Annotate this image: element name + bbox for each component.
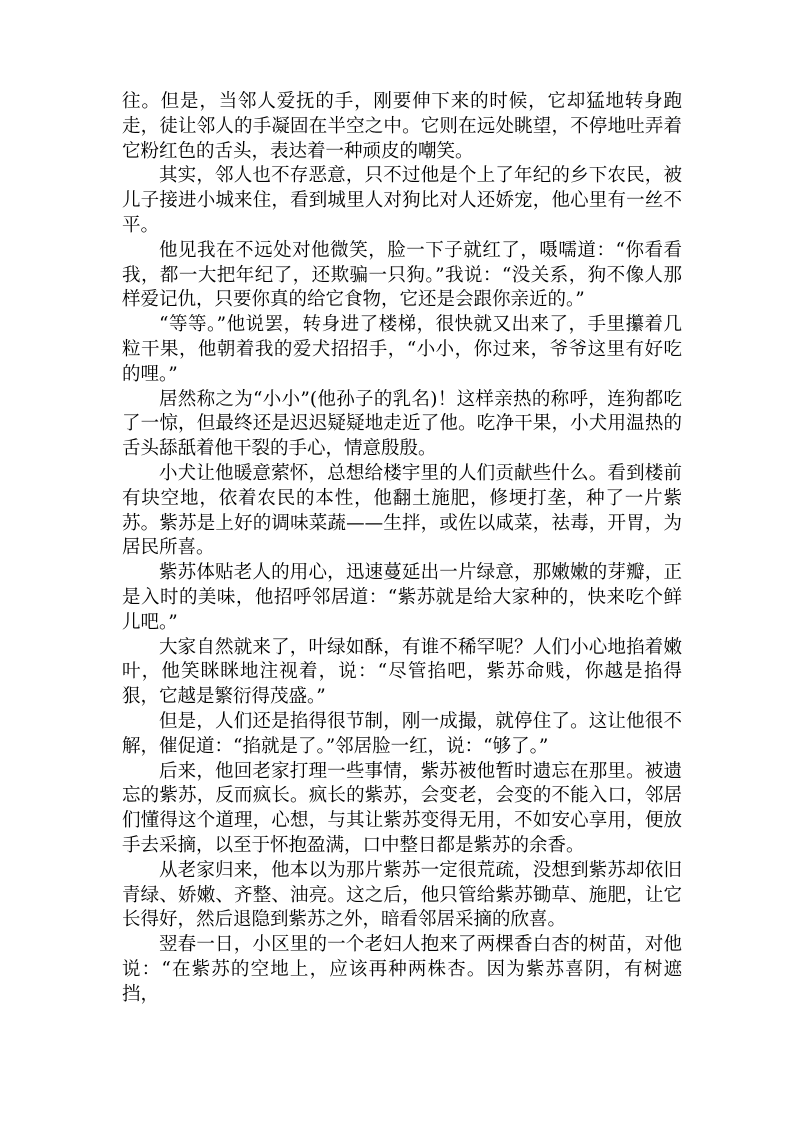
paragraph: 从老家归来，他本以为那片紫苏一定很荒疏，没想到紫苏却依旧青绿、娇嫩、齐整、油亮。这之后，他只管给紫苏锄草、施肥，让它长得好，然后退隐到紫苏之外，暗看邻居采摘的欣喜。 [122,859,682,931]
article-body [122,90,682,1007]
paragraph: 往。但是，当邻人爱抚的手，刚要伸下来的时候，它却猛地转身跑走，徒让邻人的手凝固在半空之中。它则在远处眺望，不停地吐弄着它粉红色的舌头，表达着一种顽皮的嘲笑。 [122,91,682,162]
paragraph: 但是，人们还是掐得很节制，刚一成撮，就停住了。这让他很不解，催促道：“掐就是了。”邻居脸一红，说：“够了。” [122,710,682,757]
paragraph: 其实，邻人也不存恶意，只不过他是个上了年纪的乡下农民，被儿子接进小城来住，看到城里人对狗比对人还娇宠，他心里有一丝不平。 [122,165,682,236]
paragraph: 居然称之为“小小”(他孙子的乳名)！这样亲热的称呼，连狗都吃了一惊，但最终还是迟迟疑疑地走近了他。吃净干果，小犬用温热的舌头舔舐着他干裂的手心，情意殷殷。 [122,388,682,460]
paragraph: 紫苏体贴老人的用心，迅速蔓延出一片绿意，那嫩嫩的芽瓣，正是入时的美味，他招呼邻居道：“紫苏就是给大家种的，快来吃个鲜儿吧。” [122,562,682,633]
paragraph: 大家自然就来了，叶绿如酥，有谁不稀罕呢？人们小心地掐着嫩叶，他笑眯眯地注视着，说：“尽管掐吧，紫苏命贱，你越是掐得狠，它越是繁衍得茂盛。” [122,636,682,708]
paragraph: 小犬让他暖意萦怀，总想给楼宇里的人们贡献些什么。看到楼前有块空地，依着农民的本性，他翻土施肥，修埂打垄，种了一片紫苏。紫苏是上好的调味菜蔬——生拌，或佐以咸菜，祛毒，开胃，为居民所喜。 [122,462,682,559]
paragraph: “等等。”他说罢，转身进了楼梯，很快就又出来了，手里攥着几粒干果，他朝着我的爱犬招招手，“小小，你过来，爷爷这里有好吃的哩。” [122,314,682,385]
paragraph: 他见我在不远处对他微笑，脸一下子就红了，嗫嚅道：“你看看我，都一大把年纪了，还欺骗一只狗。”我说：“没关系，狗不像人那样爱记仇，只要你真的给它食物，它还是会跟你亲近的。” [122,239,682,311]
paragraph: 后来，他回老家打理一些事情，紫苏被他暂时遗忘在那里。被遗忘的紫苏，反而疯长。疯长的紫苏，会变老，会变的不能入口，邻居们懂得这个道理，心想，与其让紫苏变得无用，不如安心享用，便放手去采摘，以至于怀抱盈满，口中整日都是紫苏的余香。 [122,760,682,856]
paragraph: 翌春一日，小区里的一个老妇人抱来了两棵香白杏的树苗，对他说：“在紫苏的空地上，应该再种两株杏。因为紫苏喜阴，有树遮挡， [122,934,682,1005]
